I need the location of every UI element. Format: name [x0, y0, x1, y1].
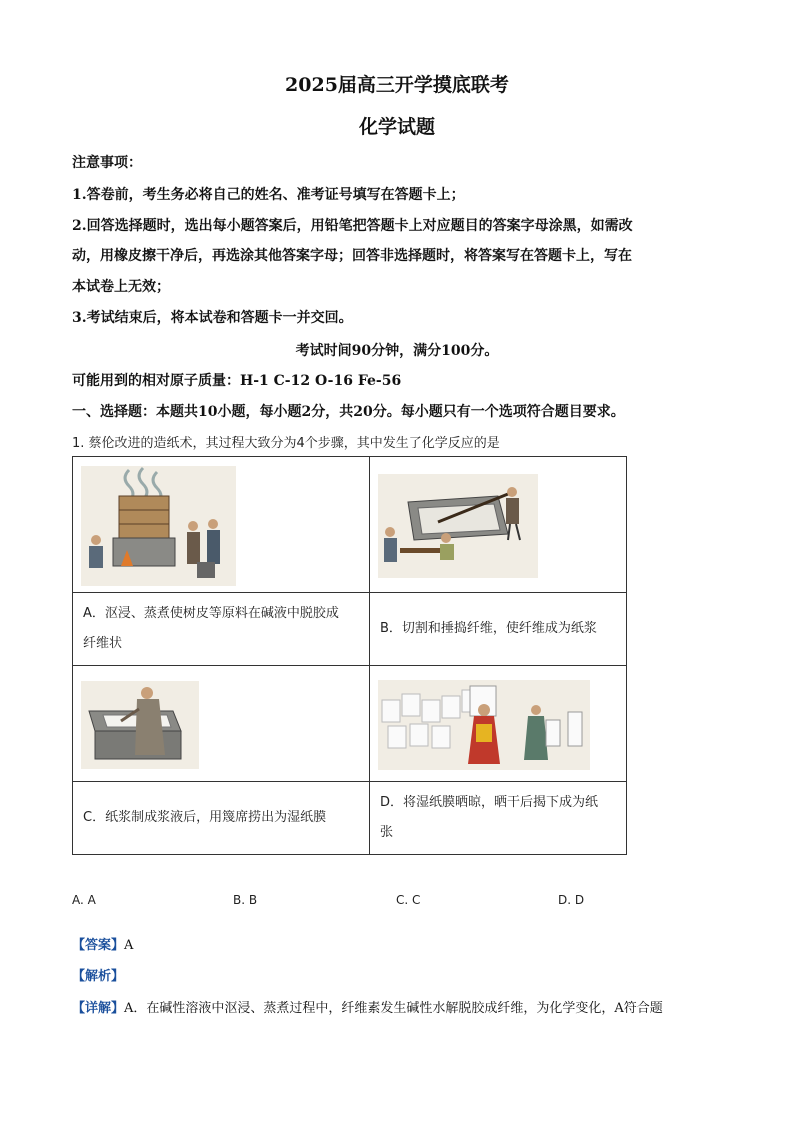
- notes-item-3: 3.考试结束后，将本试卷和答题卡一并交回。: [72, 310, 353, 326]
- option-b-image-cell: [370, 457, 627, 593]
- choice-d: D. D: [558, 893, 585, 907]
- choice-c: C. C: [396, 893, 421, 907]
- notes-item-1: 1.答卷前，考生务必将自己的姓名、准考证号填写在答题卡上；: [72, 187, 465, 203]
- option-d-text-line-2: 张: [380, 825, 394, 840]
- detail-text: A．在碱性溶液中沤浸、蒸煮过程中，纤维素发生碱性水解脱胶成纤维，为化学变化，A符合题: [124, 1001, 663, 1016]
- option-b: [370, 593, 627, 666]
- option-d-image-cell: [370, 666, 627, 782]
- option-c-text: C．纸浆制成浆液后，用篾席捞出为湿纸膜: [83, 810, 327, 825]
- sheet-forming-illustration: [81, 681, 199, 769]
- option-a-text-line-2: 纤维状: [83, 636, 123, 651]
- drying-illustration: [378, 680, 590, 770]
- detail-label: 【详解】: [72, 1001, 125, 1016]
- exam-title: 2025届高三开学摸底联考: [285, 74, 509, 96]
- option-d: [370, 782, 627, 855]
- choice-a: A. A: [72, 893, 96, 907]
- question-1-table: [72, 456, 627, 855]
- answer-label: 【答案】: [72, 938, 125, 953]
- notes-item-2-line-2: 动，用橡皮擦干净后，再选涂其他答案字母；回答非选择题时，将答案写在答题卡上，写在: [72, 248, 632, 264]
- option-c: [73, 782, 370, 855]
- section-heading: 一、选择题：本题共10小题，每小题2分，共20分。每小题只有一个选项符合题目要求。: [72, 404, 625, 420]
- detail-line: [72, 997, 663, 1016]
- exam-subject: 化学试题: [358, 116, 435, 138]
- notes-heading: 注意事项：: [72, 155, 142, 171]
- option-d-text-line-1: D．将湿纸膜晒晾，晒干后揭下成为纸: [380, 795, 599, 810]
- answer-value: A: [124, 938, 134, 953]
- steaming-illustration: [81, 466, 236, 586]
- option-c-image-cell: [73, 666, 370, 782]
- option-a: [73, 593, 370, 666]
- atomic-masses: 可能用到的相对原子质量：H-1 C-12 O-16 Fe-56: [72, 373, 402, 389]
- choice-b: B. B: [233, 893, 258, 907]
- analysis-line: [72, 965, 124, 984]
- notes-item-2-line-1: 2.回答选择题时，选出每小题答案后，用铅笔把答题卡上对应题目的答案字母涂黑，如需改: [72, 218, 633, 234]
- option-a-text-line-1: A．沤浸、蒸煮使树皮等原料在碱液中脱胶成: [83, 606, 339, 621]
- question-1-stem: 1. 蔡伦改进的造纸术，其过程大致分为4个步骤，其中发生了化学反应的是: [72, 436, 500, 451]
- exam-info: 考试时间90分钟，满分100分。: [295, 343, 499, 359]
- answer-line: [72, 934, 133, 953]
- option-b-text: B．切割和捶捣纤维，使纤维成为纸浆: [380, 621, 597, 636]
- pulping-illustration: [378, 474, 538, 578]
- analysis-label: 【解析】: [72, 969, 125, 984]
- notes-item-2-line-3: 本试卷上无效；: [72, 279, 170, 295]
- option-a-image-cell: [73, 457, 370, 593]
